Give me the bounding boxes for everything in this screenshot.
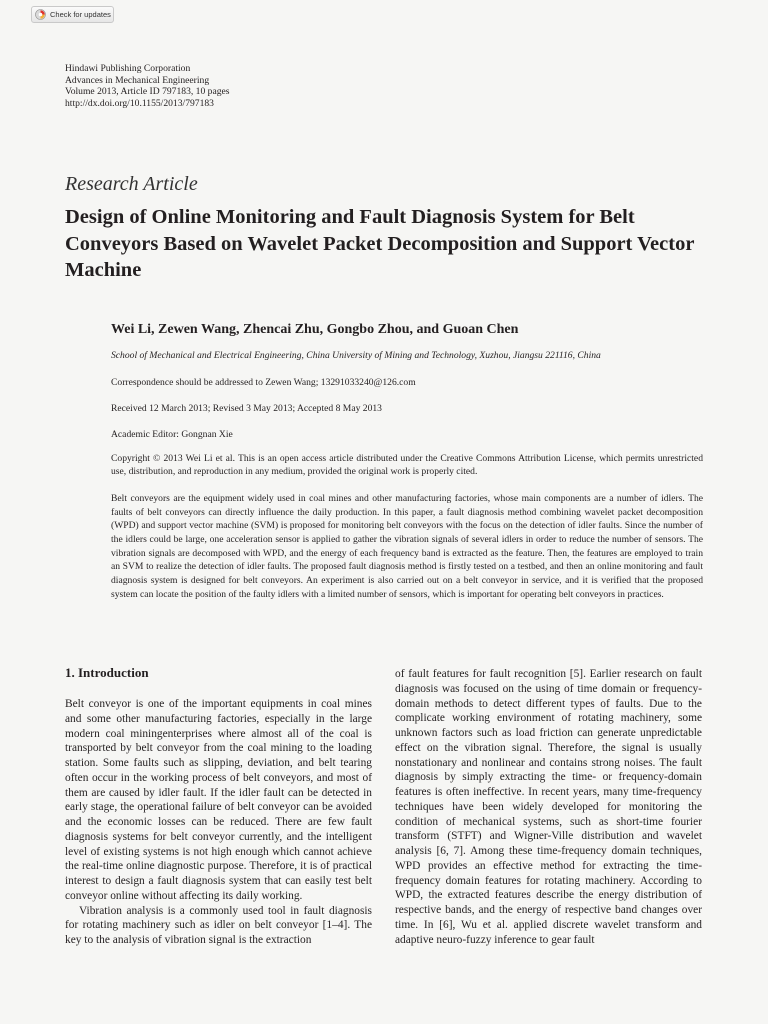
affiliation: School of Mechanical and Electrical Engineering, China University of Mining and Technology, Xuzhou, Jiangsu 221116, China xyxy=(111,350,601,361)
check-for-updates-icon xyxy=(35,9,46,20)
paragraph: Belt conveyor is one of the important equipments in coal mines and some other manufacturing factories, especially in the large modern coal miningenterprises where almost all of the coal is transported by belt conveyor from the coal mining to the loading station. Some faults such as slipping, deviation, and belt tearing often occur in the working process of belt conveyors, and most of them are caused by idler fault. If the idler fault can be detected in early stage, the operational failure of belt conveyor can be avoided and the economic losses can be reduced. There are few fault diagnosis systems for belt conveyor currently, and the intelligent level of existing systems is not high enough which cannot achieve the real-time online diagnostic purpose. Therefore, it is of practical interest to design a fault diagnosis system that can easily test belt conveyor online without affecting its daily working. xyxy=(65,698,372,902)
received-dates: Received 12 March 2013; Revised 3 May 2013; Accepted 8 May 2013 xyxy=(111,403,382,414)
journal-name: Advances in Mechanical Engineering xyxy=(65,74,210,86)
volume-info: Volume 2013, Article ID 797183, 10 pages xyxy=(65,86,230,97)
check-for-updates-label: Check for updates xyxy=(50,10,111,19)
journal-info xyxy=(65,63,230,109)
copyright-notice: Copyright © 2013 Wei Li et al. This is an open access article distributed under the Creative Commons Attribution License, which permits unrestricted use, distribution, and reproduction in any medium, provided the original work is properly cited. xyxy=(111,453,703,477)
academic-editor: Academic Editor: Gongnan Xie xyxy=(111,429,233,440)
check-for-updates-button[interactable] xyxy=(31,6,114,23)
body-column-right xyxy=(395,667,702,947)
abstract: Belt conveyors are the equipment widely used in coal mines and other manufacturing factories, whose main components are a number of idlers. The faults of belt conveyors can directly influence the daily production. In this paper, a fault diagnosis method combining wavelet packet decomposition (WPD) and support vector machine (SVM) is proposed for monitoring belt conveyors with the focus on the detection of idler faults. Since the number of the idlers could be large, one acceleration sensor is applied to gather the vibration signals of several idlers in order to reduce the number of sensors. The vibration signals are decomposed with WPD, and the energy of each frequency band is extracted as the feature. Then, the features are employed to train an SVM to realize the detection of idler faults. The proposed fault diagnosis method is firstly tested on a testbed, and then an online monitoring and fault diagnosis system is designed for belt conveyors. An experiment is also carried out on a belt conveyor in service, and it is verified that the proposed system can locate the position of the faulty idlers with a limited number of sensors, which is important for operating belt conveyors in practices. xyxy=(111,493,703,600)
body-column-left xyxy=(65,697,372,948)
doi-link[interactable]: http://dx.doi.org/10.1155/2013/797183 xyxy=(65,97,214,109)
correspondence: Correspondence should be addressed to Zewen Wang; 13291033240@126.com xyxy=(111,377,416,388)
paragraph: of fault features for fault recognition [5]. Earlier research on fault diagnosis was focused on the using of time domain or frequency-domain methods to detect different types of faults. Due to the complicate working environment of rotating machinery, some unknown factors such as load friction can generate unpredictable effect on the vibration signal. Therefore, the signal is usually nonstationary and nonlinear and contains strong noises. The fault diagnosis by simply extracting the time- or frequency-domain features is often ineffective. In recent years, many time-frequency techniques have been widely developed for monitoring the condition of mechanical systems, such as short-time fourier transform (STFT) and Wigner-Ville distribution and wavelet analysis [6, 7]. Among these time-frequency domain techniques, WPD provides an effective method for extracting the time-frequency domain features for rotating machinery. According to WPD, the extracted features describe the energy distribution of respective bands, and the energy of respective band changes over time. In [6], Wu et al. applied discrete wavelet transform and adaptive neuro-fuzzy inference to gear fault xyxy=(395,668,702,946)
section-heading: 1. Introduction xyxy=(65,665,149,680)
publisher: Hindawi Publishing Corporation xyxy=(65,63,191,74)
paragraph: Vibration analysis is a commonly used tool in fault diagnosis for rotating machinery such as idler on belt conveyor [1–4]. The key to the analysis of vibration signal is the extraction xyxy=(65,904,372,946)
article-type: Research Article xyxy=(65,173,198,195)
author-list: Wei Li, Zewen Wang, Zhencai Zhu, Gongbo Zhou, and Guoan Chen xyxy=(111,322,519,337)
article-title: Design of Online Monitoring and Fault Diagnosis System for Belt Conveyors Based on Wavelet Packet Decomposition and Support Vector Machine xyxy=(65,206,695,281)
